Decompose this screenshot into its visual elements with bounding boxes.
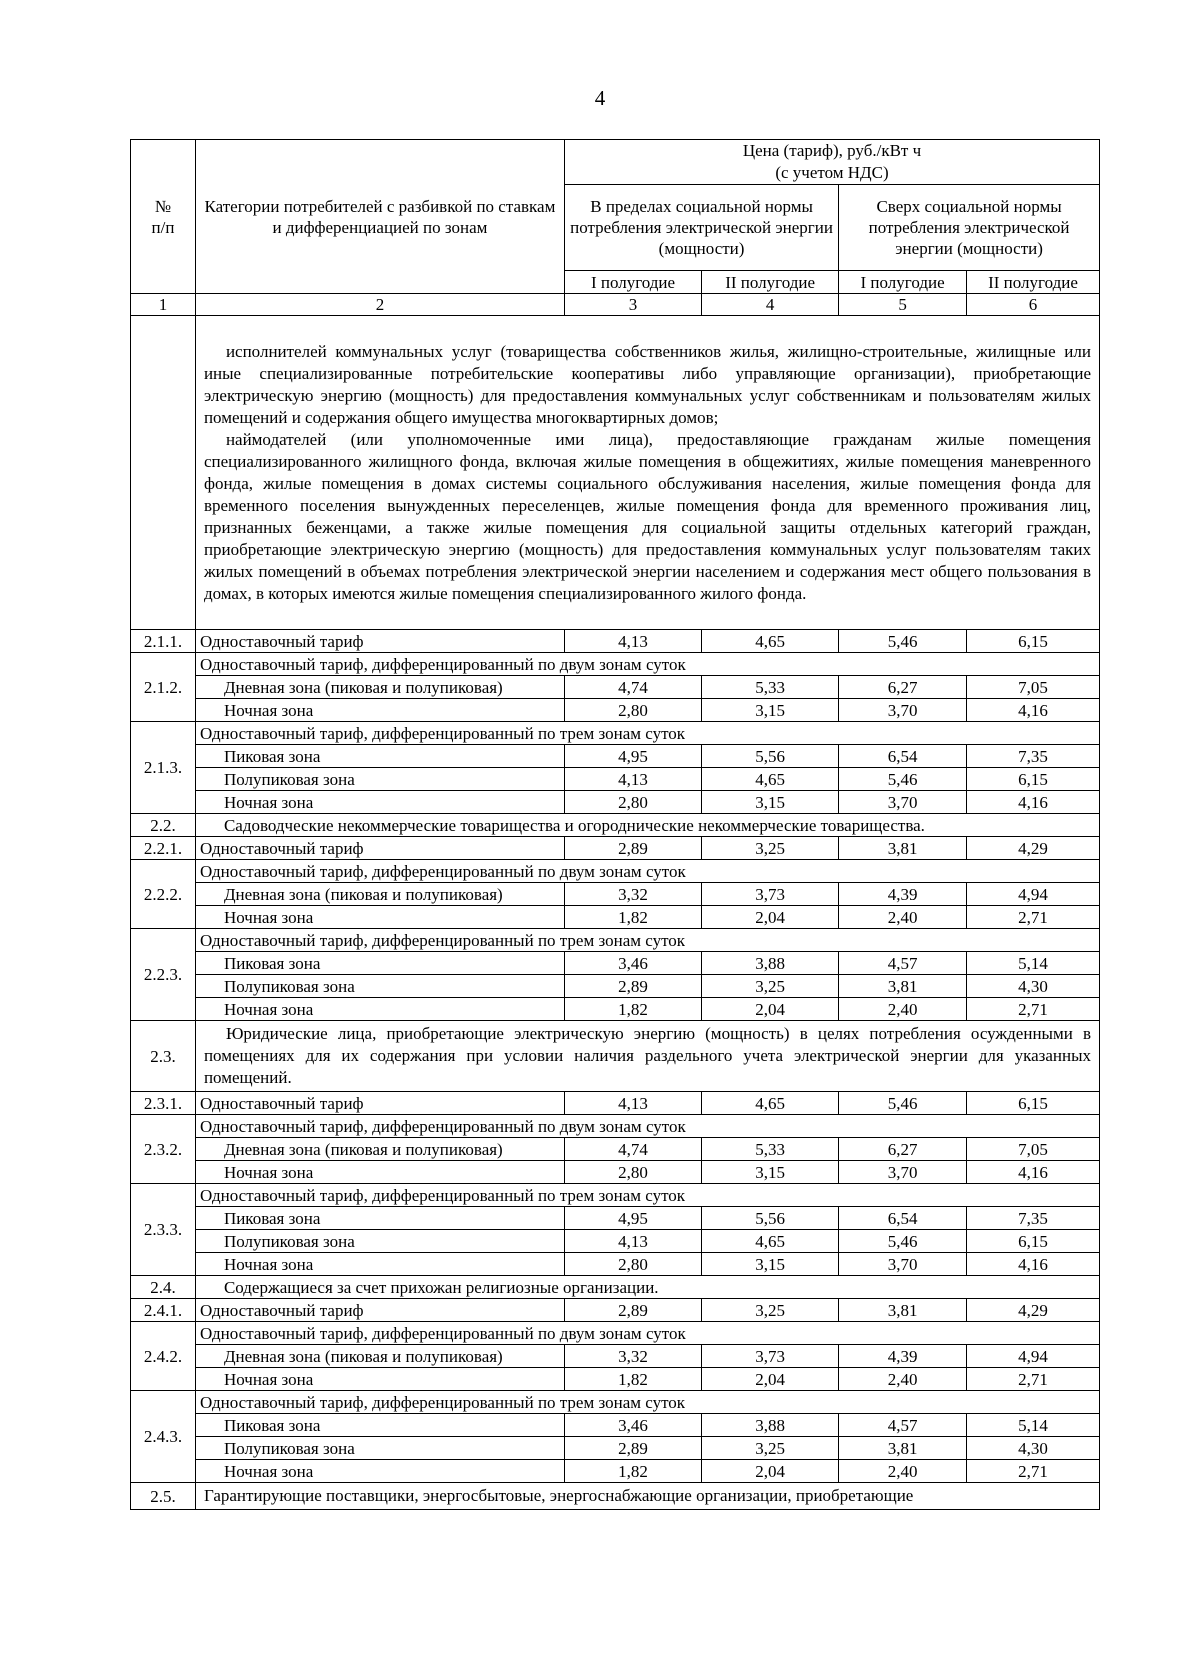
price-cell: 4,13 (564, 630, 701, 653)
section-number: 2.4. (131, 1276, 196, 1299)
zone-label: Ночная зона (195, 1253, 564, 1276)
zone-row (131, 699, 1100, 722)
zone-label: Полупиковая зона (195, 1230, 564, 1253)
header-half-2: II полугодие (702, 271, 839, 294)
price-cell: 5,14 (966, 1414, 1099, 1437)
zone-label: Ночная зона (195, 906, 564, 929)
price-cell: 4,94 (966, 883, 1099, 906)
price-cell: 2,40 (839, 906, 967, 929)
price-cell: 5,46 (839, 1230, 967, 1253)
row-number: 2.3.1. (131, 1092, 196, 1115)
price-cell: 4,57 (839, 952, 967, 975)
zone-label: Пиковая зона (195, 1414, 564, 1437)
column-number: 3 (564, 294, 701, 316)
tariff-row-two-zone (131, 1115, 1100, 1138)
zone-label: Пиковая зона (195, 952, 564, 975)
row-number: 2.3.3. (131, 1184, 196, 1276)
zone-label: Дневная зона (пиковая и полупиковая) (195, 883, 564, 906)
header-half-3: I полугодие (839, 271, 967, 294)
price-cell: 6,15 (966, 1230, 1099, 1253)
column-number: 4 (702, 294, 839, 316)
section-title-text: Юридические лица, приобретающие электрическую энергию (мощность) в целях потребления осужденными в помещениях для их содержания при условии наличия раздельного учета электрической энергии для указанных помещений. (203, 1024, 1091, 1087)
price-cell: 6,15 (966, 768, 1099, 791)
price-cell: 3,70 (839, 1161, 967, 1184)
price-cell: 3,73 (702, 883, 839, 906)
zone-label: Пиковая зона (195, 1207, 564, 1230)
intro-row (131, 316, 1100, 630)
column-number-row (131, 294, 1100, 316)
intro-paragraph: исполнителей коммунальных услуг (товарищества собственников жилья, жилищно-строительные, жилищные или иные специализированные потребительские кооперативы либо управляющие организации), приобретающие электрическую энергию (мощность) для предоставления коммунальных услуг собственникам и пользователям жилых помещений и содержания общего имущества многоквартирных домов; (203, 341, 1091, 427)
tariff-row-single (131, 1299, 1100, 1322)
tariff-label: Одноставочный тариф, дифференцированный по двум зонам суток (195, 1115, 1099, 1138)
header-within-norm: В пределах социальной нормы потребления электрической энергии (мощности) (564, 185, 838, 271)
price-cell: 4,16 (966, 791, 1099, 814)
price-cell: 3,25 (702, 1437, 839, 1460)
tariff-label: Одноставочный тариф (195, 1299, 564, 1322)
price-cell: 6,27 (839, 676, 967, 699)
price-cell: 4,13 (564, 1092, 701, 1115)
intro-paragraph: наймодателей (или уполномоченные ими лица), предоставляющие гражданам жилые помещения специализированного жилищного фонда, включая жилые помещения в общежитиях, жилые помещения маневренного фонда, жилые помещения в домах системы социального обслуживания населения, жилые помещения фонда для временного поселения вынужденных переселенцев, жилые помещения фонда для временного проживания лиц, признанных беженцами, а также жилые помещения для социальной защиты отдельных категорий граждан, приобретающие электрическую энергию (мощность) для предоставления коммунальных услуг пользователям таких жилых помещений в объемах потребления электрической энергии населением и содержания мест общего пользования в домах, в которых имеются жилые помещения специализированного жилого фонда. (203, 429, 1091, 603)
header-num: № п/п (131, 140, 196, 294)
price-cell: 2,80 (564, 1161, 701, 1184)
price-cell: 2,71 (966, 1460, 1099, 1483)
tariff-label: Одноставочный тариф, дифференцированный по трем зонам суток (195, 1184, 1099, 1207)
price-cell: 4,57 (839, 1414, 967, 1437)
zone-row (131, 1138, 1100, 1161)
zone-row (131, 1460, 1100, 1483)
zone-row (131, 1253, 1100, 1276)
price-cell: 5,46 (839, 630, 967, 653)
column-number: 1 (131, 294, 196, 316)
row-number: 2.2.2. (131, 860, 196, 929)
header-above-norm: Сверх социальной нормы потребления электрической энергии (мощности) (839, 185, 1100, 271)
price-cell: 3,32 (564, 1345, 701, 1368)
zone-label: Ночная зона (195, 699, 564, 722)
tariff-label: Одноставочный тариф (195, 1092, 564, 1115)
price-cell: 2,40 (839, 1460, 967, 1483)
tariff-label: Одноставочный тариф, дифференцированный по двум зонам суток (195, 653, 1099, 676)
row-number: 2.1.2. (131, 653, 196, 722)
price-cell: 5,56 (702, 745, 839, 768)
row-number: 2.4.1. (131, 1299, 196, 1322)
zone-row (131, 1437, 1100, 1460)
price-cell: 2,04 (702, 1368, 839, 1391)
tariff-table (130, 139, 1100, 1510)
tariff-label: Одноставочный тариф (195, 630, 564, 653)
price-cell: 3,81 (839, 1299, 967, 1322)
price-cell: 4,65 (702, 1230, 839, 1253)
price-cell: 3,25 (702, 1299, 839, 1322)
price-cell: 3,88 (702, 1414, 839, 1437)
price-cell: 7,05 (966, 676, 1099, 699)
tariff-label: Одноставочный тариф, дифференцированный по трем зонам суток (195, 1391, 1099, 1414)
row-number: 2.2.1. (131, 837, 196, 860)
section-title-text: Содержащиеся за счет прихожан религиозные организации. (223, 1277, 659, 1297)
zone-label: Ночная зона (195, 998, 564, 1021)
price-cell: 5,14 (966, 952, 1099, 975)
tariff-label: Одноставочный тариф, дифференцированный по трем зонам суток (195, 929, 1099, 952)
tariff-row-single (131, 1092, 1100, 1115)
price-cell: 7,35 (966, 1207, 1099, 1230)
price-cell: 4,30 (966, 975, 1099, 998)
price-cell: 3,70 (839, 1253, 967, 1276)
zone-row (131, 975, 1100, 998)
header-price: Цена (тариф), руб./кВт ч (с учетом НДС) (564, 140, 1099, 185)
row-number: 2.4.3. (131, 1391, 196, 1483)
price-cell: 2,80 (564, 699, 701, 722)
zone-label: Дневная зона (пиковая и полупиковая) (195, 1345, 564, 1368)
zone-row (131, 998, 1100, 1021)
section-title (195, 1483, 1099, 1510)
price-cell: 3,81 (839, 975, 967, 998)
price-cell: 2,71 (966, 998, 1099, 1021)
tariff-row-single (131, 630, 1100, 653)
intro-num-cell (131, 316, 196, 630)
zone-label: Дневная зона (пиковая и полупиковая) (195, 1138, 564, 1161)
price-cell: 3,32 (564, 883, 701, 906)
price-cell: 4,39 (839, 1345, 967, 1368)
tariff-row-three-zone (131, 722, 1100, 745)
price-cell: 1,82 (564, 998, 701, 1021)
price-cell: 5,46 (839, 768, 967, 791)
tariff-row-two-zone (131, 860, 1100, 883)
row-number: 2.1.3. (131, 722, 196, 814)
header-half-1: I полугодие (564, 271, 701, 294)
column-number: 5 (839, 294, 967, 316)
section-number: 2.3. (131, 1021, 196, 1092)
price-cell: 3,73 (702, 1345, 839, 1368)
price-cell: 2,89 (564, 837, 701, 860)
zone-label: Полупиковая зона (195, 975, 564, 998)
price-cell: 6,54 (839, 1207, 967, 1230)
section-title-text: Гарантирующие поставщики, энергосбытовые, энергоснабжающие организации, приобретающие (203, 1486, 914, 1505)
price-cell: 4,29 (966, 837, 1099, 860)
price-cell: 5,56 (702, 1207, 839, 1230)
intro-text-cell (195, 316, 1099, 630)
price-cell: 4,16 (966, 1161, 1099, 1184)
price-cell: 2,89 (564, 1437, 701, 1460)
row-number: 2.3.2. (131, 1115, 196, 1184)
header-half-4: II полугодие (966, 271, 1099, 294)
price-cell: 2,80 (564, 791, 701, 814)
price-cell: 1,82 (564, 1460, 701, 1483)
zone-label: Ночная зона (195, 1368, 564, 1391)
price-cell: 3,81 (839, 837, 967, 860)
price-cell: 3,70 (839, 791, 967, 814)
price-cell: 4,13 (564, 1230, 701, 1253)
tariff-label: Одноставочный тариф, дифференцированный по двум зонам суток (195, 860, 1099, 883)
price-cell: 2,40 (839, 1368, 967, 1391)
section-row (131, 1021, 1100, 1092)
price-cell: 5,33 (702, 1138, 839, 1161)
zone-row (131, 791, 1100, 814)
price-cell: 4,13 (564, 768, 701, 791)
header-row-1 (131, 140, 1100, 185)
price-cell: 3,25 (702, 837, 839, 860)
section-title (195, 814, 1099, 837)
price-cell: 4,39 (839, 883, 967, 906)
tariff-row-three-zone (131, 929, 1100, 952)
price-cell: 4,16 (966, 699, 1099, 722)
price-cell: 1,82 (564, 1368, 701, 1391)
price-cell: 2,71 (966, 906, 1099, 929)
price-cell: 2,04 (702, 906, 839, 929)
zone-label: Ночная зона (195, 791, 564, 814)
price-cell: 6,54 (839, 745, 967, 768)
price-cell: 4,29 (966, 1299, 1099, 1322)
zone-label: Пиковая зона (195, 745, 564, 768)
price-cell: 3,15 (702, 699, 839, 722)
price-cell: 3,15 (702, 791, 839, 814)
price-cell: 4,65 (702, 630, 839, 653)
price-cell: 4,65 (702, 1092, 839, 1115)
price-cell: 4,74 (564, 676, 701, 699)
zone-label: Дневная зона (пиковая и полупиковая) (195, 676, 564, 699)
row-number: 2.1.1. (131, 630, 196, 653)
zone-label: Полупиковая зона (195, 768, 564, 791)
tariff-row-three-zone (131, 1184, 1100, 1207)
tariff-row-two-zone (131, 1322, 1100, 1345)
tariff-row-single (131, 837, 1100, 860)
section-number: 2.5. (131, 1483, 196, 1510)
tariff-label: Одноставочный тариф, дифференцированный по трем зонам суток (195, 722, 1099, 745)
header-category: Категории потребителей с разбивкой по ставкам и дифференциацией по зонам (195, 140, 564, 294)
price-cell: 5,33 (702, 676, 839, 699)
price-cell: 3,15 (702, 1253, 839, 1276)
zone-label: Ночная зона (195, 1460, 564, 1483)
zone-row (131, 1345, 1100, 1368)
zone-row (131, 883, 1100, 906)
price-cell: 2,89 (564, 1299, 701, 1322)
price-cell: 4,95 (564, 1207, 701, 1230)
price-cell: 4,95 (564, 745, 701, 768)
zone-row (131, 906, 1100, 929)
price-cell: 6,15 (966, 1092, 1099, 1115)
zone-row (131, 1207, 1100, 1230)
section-row (131, 814, 1100, 837)
zone-row (131, 676, 1100, 699)
zone-row (131, 1161, 1100, 1184)
row-number: 2.2.3. (131, 929, 196, 1021)
section-title-text: Садоводческие некоммерческие товарищества и огороднические некоммерческие товарищества. (223, 815, 925, 835)
price-cell: 4,16 (966, 1253, 1099, 1276)
price-cell: 4,94 (966, 1345, 1099, 1368)
price-cell: 3,25 (702, 975, 839, 998)
row-number: 2.4.2. (131, 1322, 196, 1391)
tariff-row-two-zone (131, 653, 1100, 676)
zone-row (131, 768, 1100, 791)
section-title (195, 1021, 1099, 1092)
price-cell: 7,05 (966, 1138, 1099, 1161)
price-cell: 3,15 (702, 1161, 839, 1184)
section-number: 2.2. (131, 814, 196, 837)
zone-row (131, 952, 1100, 975)
tariff-row-three-zone (131, 1391, 1100, 1414)
price-cell: 2,89 (564, 975, 701, 998)
price-cell: 4,65 (702, 768, 839, 791)
zone-row (131, 1368, 1100, 1391)
price-cell: 5,46 (839, 1092, 967, 1115)
price-cell: 2,80 (564, 1253, 701, 1276)
zone-label: Полупиковая зона (195, 1437, 564, 1460)
price-cell: 4,74 (564, 1138, 701, 1161)
section-row (131, 1483, 1100, 1510)
tariff-label: Одноставочный тариф, дифференцированный по двум зонам суток (195, 1322, 1099, 1345)
price-cell: 6,27 (839, 1138, 967, 1161)
price-cell: 2,71 (966, 1368, 1099, 1391)
price-cell: 1,82 (564, 906, 701, 929)
page-number: 4 (594, 86, 606, 110)
section-title (195, 1276, 1099, 1299)
price-cell: 3,46 (564, 1414, 701, 1437)
price-cell: 6,15 (966, 630, 1099, 653)
zone-row (131, 1230, 1100, 1253)
zone-label: Ночная зона (195, 1161, 564, 1184)
zone-row (131, 745, 1100, 768)
tariff-label: Одноставочный тариф (195, 837, 564, 860)
column-number: 6 (966, 294, 1099, 316)
zone-row (131, 1414, 1100, 1437)
price-cell: 2,40 (839, 998, 967, 1021)
column-number: 2 (195, 294, 564, 316)
price-cell: 2,04 (702, 1460, 839, 1483)
price-cell: 3,81 (839, 1437, 967, 1460)
price-cell: 7,35 (966, 745, 1099, 768)
price-cell: 3,88 (702, 952, 839, 975)
section-row (131, 1276, 1100, 1299)
price-cell: 4,30 (966, 1437, 1099, 1460)
price-cell: 3,70 (839, 699, 967, 722)
price-cell: 3,46 (564, 952, 701, 975)
price-cell: 2,04 (702, 998, 839, 1021)
